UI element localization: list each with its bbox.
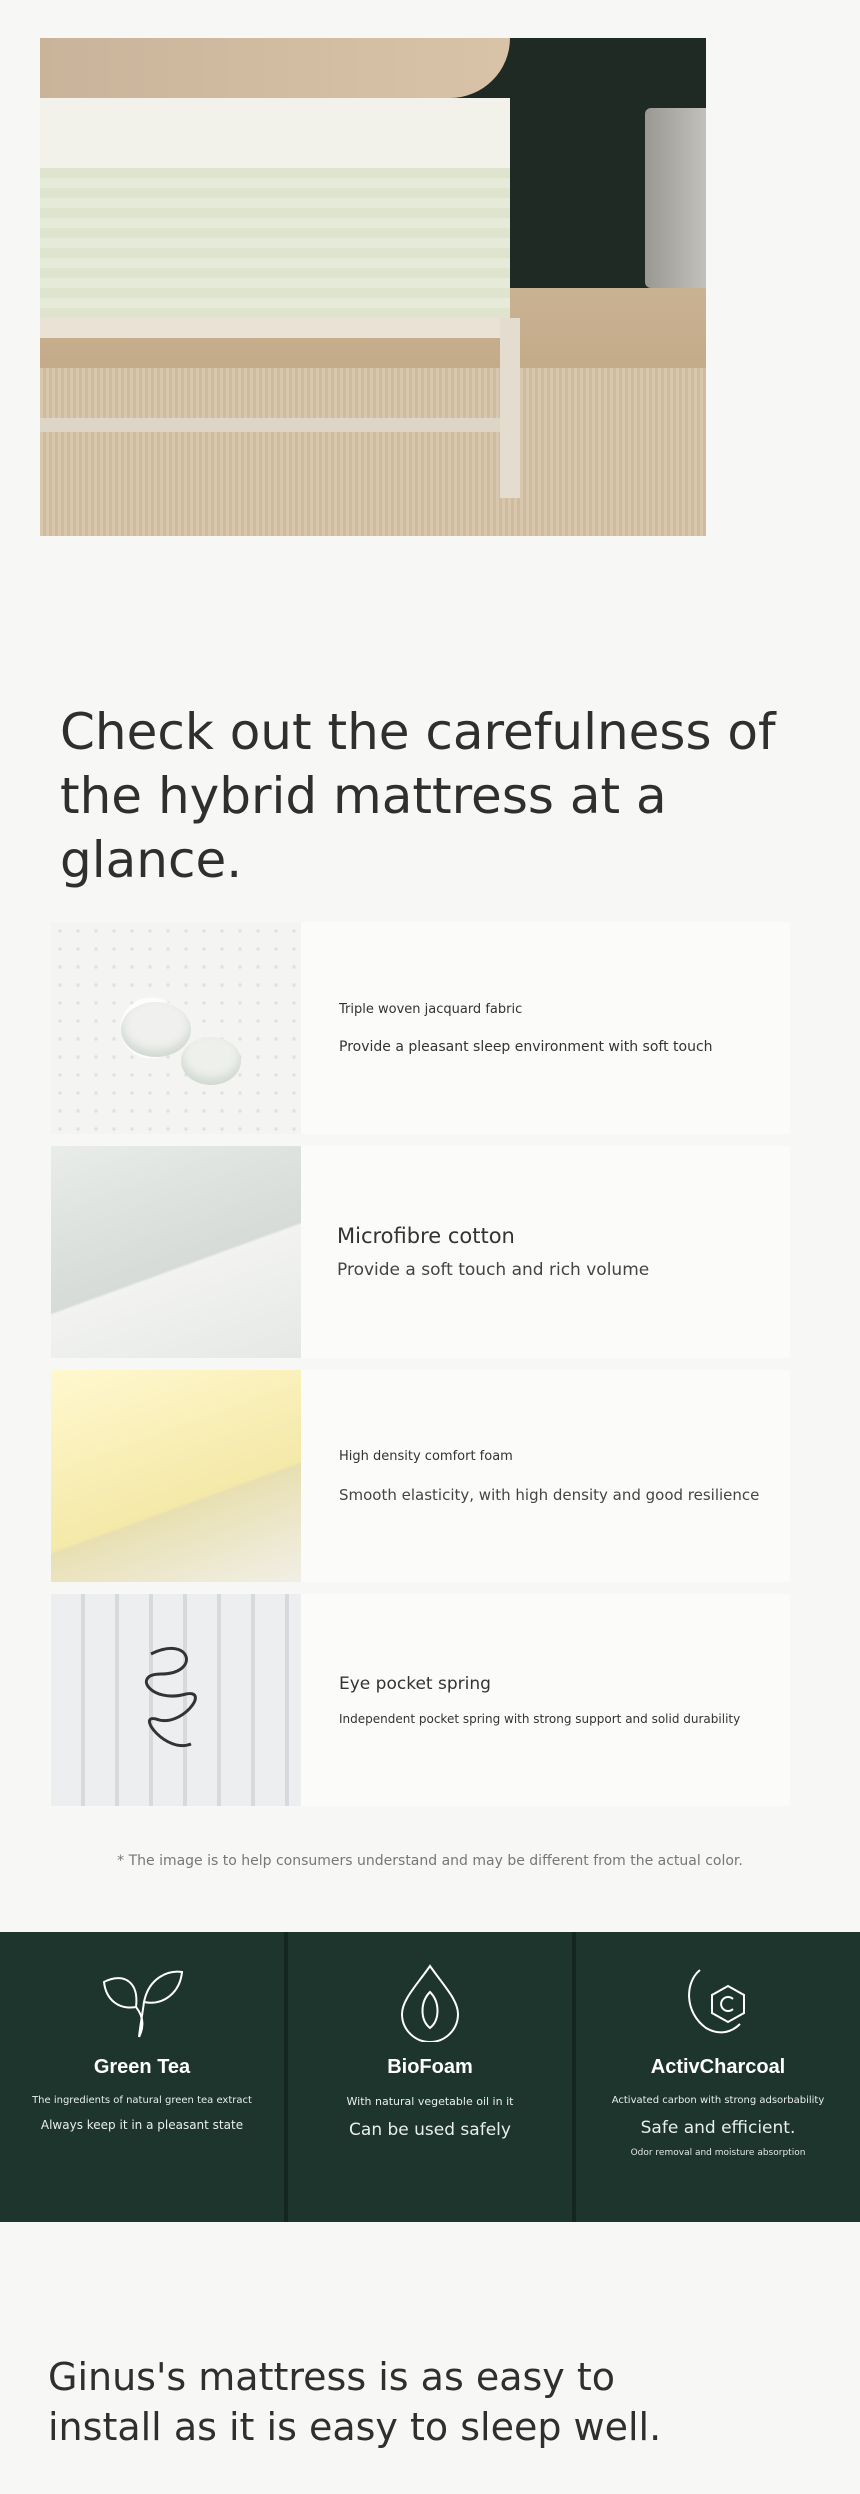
bottom-title-line1: Ginus's mattress is as easy to xyxy=(48,2355,616,2399)
layer-foam xyxy=(51,1370,790,1582)
hero-bed-image xyxy=(40,38,706,536)
layer-list xyxy=(51,922,790,1818)
leaf-icon xyxy=(94,1962,190,2042)
feature-line3: Odor removal and moisture absorption xyxy=(630,2148,806,2158)
spring-image xyxy=(51,1594,301,1806)
cotton-image xyxy=(51,1146,301,1358)
layer-fabric xyxy=(51,922,790,1134)
feature-line2: Safe and efficient. xyxy=(640,2118,796,2138)
droplet-icon xyxy=(382,1962,478,2042)
feature-panels xyxy=(0,1932,860,2222)
layer-cotton xyxy=(51,1146,790,1358)
feature-green-tea xyxy=(0,1932,288,2222)
layer-name: High density comfort foam xyxy=(339,1448,513,1464)
layer-name: Eye pocket spring xyxy=(339,1674,491,1694)
foam-image xyxy=(51,1370,301,1582)
layer-desc: Smooth elasticity, with high density and good resilience xyxy=(339,1485,760,1504)
fabric-image xyxy=(51,922,301,1134)
feature-title: ActivCharcoal xyxy=(650,2056,786,2078)
feature-line2: Always keep it in a pleasant state xyxy=(40,2118,244,2132)
disclaimer-note: * The image is to help consumers understand and may be different from the actual color. xyxy=(117,1853,743,1869)
layer-spring xyxy=(51,1594,790,1806)
feature-biofoam xyxy=(288,1932,576,2222)
feature-activcharcoal xyxy=(576,1932,860,2222)
layer-name: Microfibre cotton xyxy=(337,1224,515,1248)
feature-line1: With natural vegetable oil in it xyxy=(346,2095,514,2108)
bottom-title-line2: install as it is easy to sleep well. xyxy=(48,2405,662,2449)
section-title-line1: Check out the carefulness of xyxy=(60,703,776,761)
feature-line1: Activated carbon with strong adsorbability xyxy=(611,2095,825,2106)
feature-title: Green Tea xyxy=(93,2056,191,2078)
layer-desc: Provide a soft touch and rich volume xyxy=(337,1260,650,1280)
section-title xyxy=(60,700,820,892)
feature-title: BioFoam xyxy=(387,2056,473,2078)
layer-name: Triple woven jacquard fabric xyxy=(339,1001,523,1017)
coil-icon xyxy=(141,1634,201,1774)
section-title-line2: the hybrid mattress at a glance. xyxy=(60,767,667,889)
feature-line1: The ingredients of natural green tea extract xyxy=(32,2095,252,2106)
charcoal-icon xyxy=(670,1962,766,2042)
layer-desc: Provide a pleasant sleep environment with soft touch xyxy=(339,1038,713,1055)
feature-line2: Can be used safely xyxy=(349,2120,511,2140)
layer-desc: Independent pocket spring with strong support and solid durability xyxy=(339,1712,741,1726)
bottom-title xyxy=(48,2352,808,2452)
